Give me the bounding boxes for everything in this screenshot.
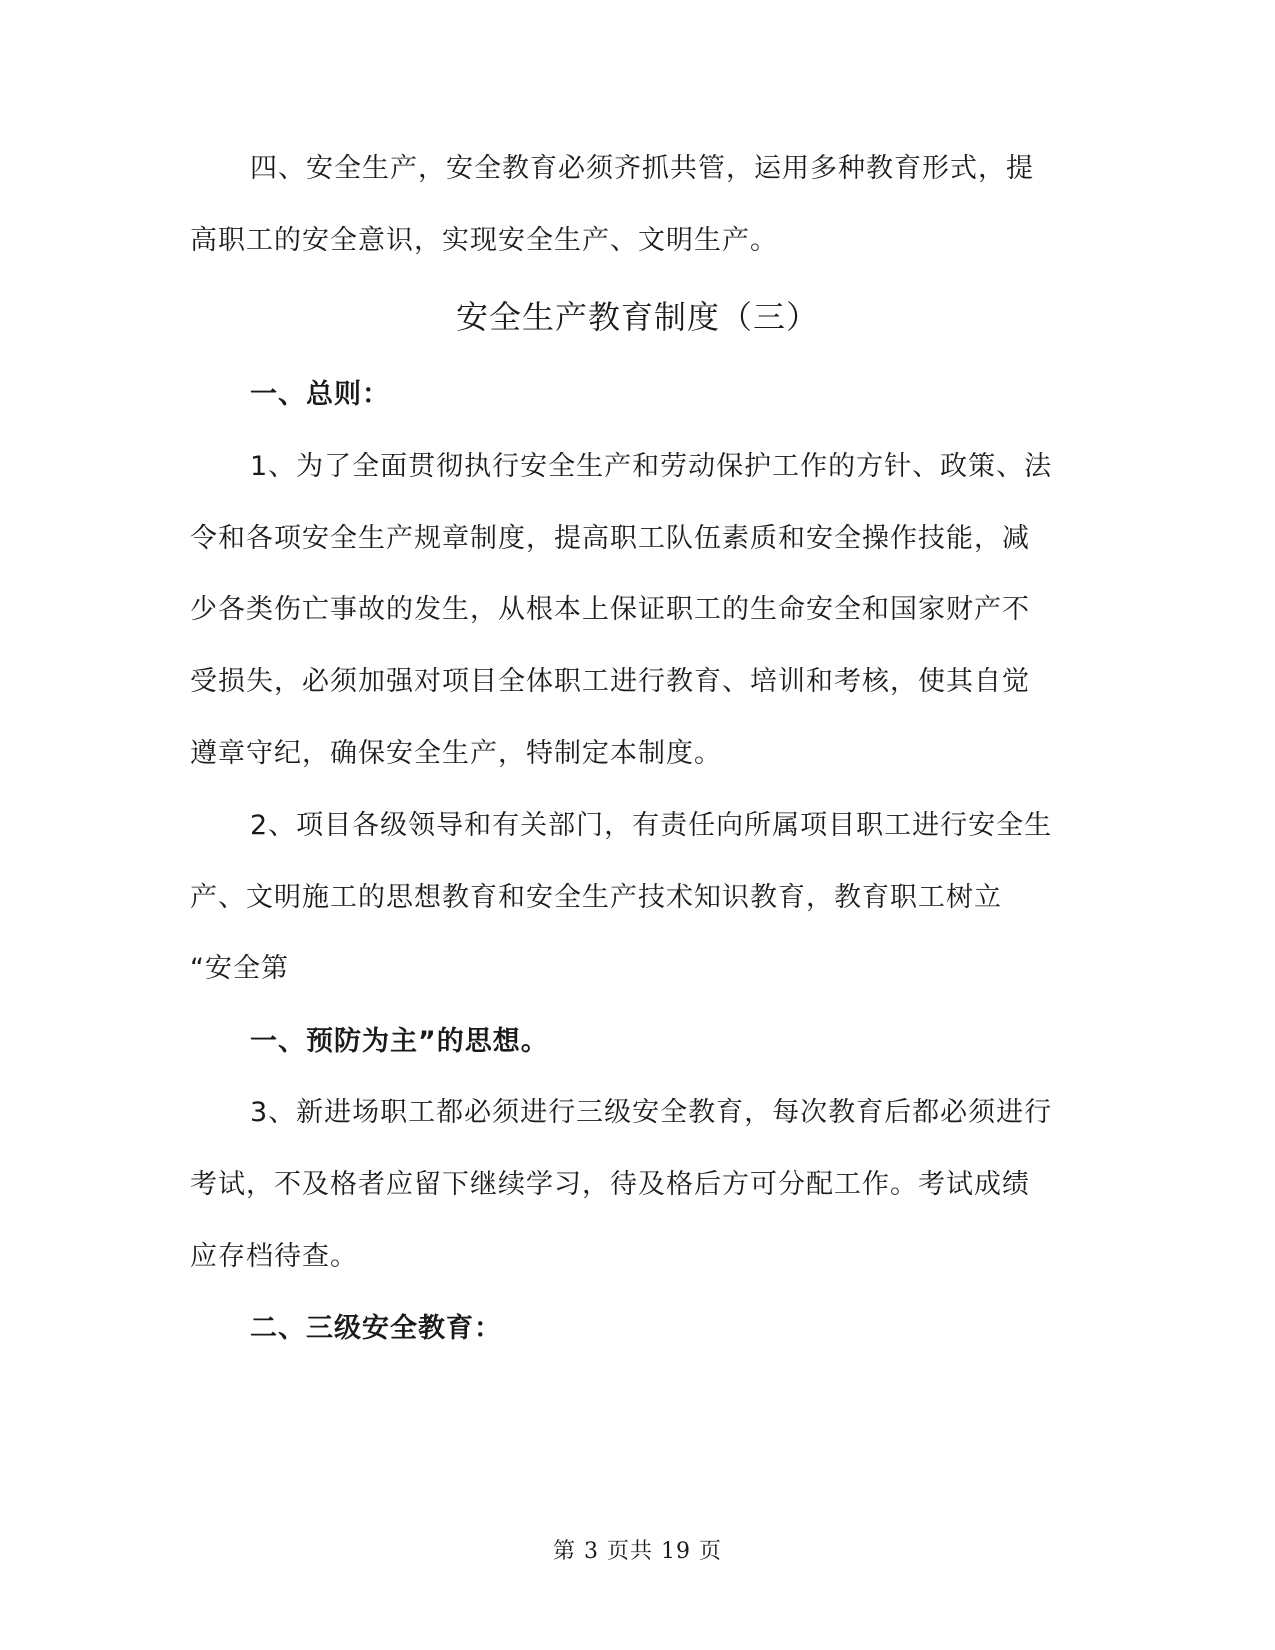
item-2-line-1: 2、项目各级领导和有关部门，有责任向所属项目职工进行安全生 <box>250 810 1053 841</box>
para-4-line-2: 高职工的安全意识，实现安全生产、文明生产。 <box>190 225 778 256</box>
item-3-line-1: 3、新进场职工都必须进行三级安全教育，每次教育后都必须进行 <box>250 1097 1053 1128</box>
item-2-line-3: “安全第 <box>190 953 289 984</box>
item-3-line-3: 应存档待查。 <box>190 1241 358 1272</box>
item-1-line-5: 遵章守纪，确保安全生产，特制定本制度。 <box>190 738 722 769</box>
item-2-line-4: 一、预防为主”的思想。 <box>250 1026 549 1057</box>
page-number-footer: 第 3 页共 19 页 <box>553 1539 722 1564</box>
item-1-line-1: 1、为了全面贯彻执行安全生产和劳动保护工作的方针、政策、法 <box>250 451 1053 482</box>
para-4-line-1: 四、安全生产，安全教育必须齐抓共管，运用多种教育形式，提 <box>250 153 1034 184</box>
item-1-line-3: 少各类伤亡事故的发生，从根本上保证职工的生命安全和国家财产不 <box>190 594 1030 625</box>
heading-general: 一、总则： <box>250 379 390 410</box>
item-2-line-2: 产、文明施工的思想教育和安全生产技术知识教育，教育职工树立 <box>190 882 1002 913</box>
item-1-line-2: 令和各项安全生产规章制度，提高职工队伍素质和安全操作技能，减 <box>190 523 1030 554</box>
item-1-line-4: 受损失，必须加强对项目全体职工进行教育、培训和考核，使其自觉 <box>190 666 1030 697</box>
section-title: 安全生产教育制度（三） <box>455 298 819 336</box>
item-3-line-2: 考试，不及格者应留下继续学习，待及格后方可分配工作。考试成绩 <box>190 1169 1030 1200</box>
heading-three-level-education: 二、三级安全教育： <box>250 1313 502 1344</box>
